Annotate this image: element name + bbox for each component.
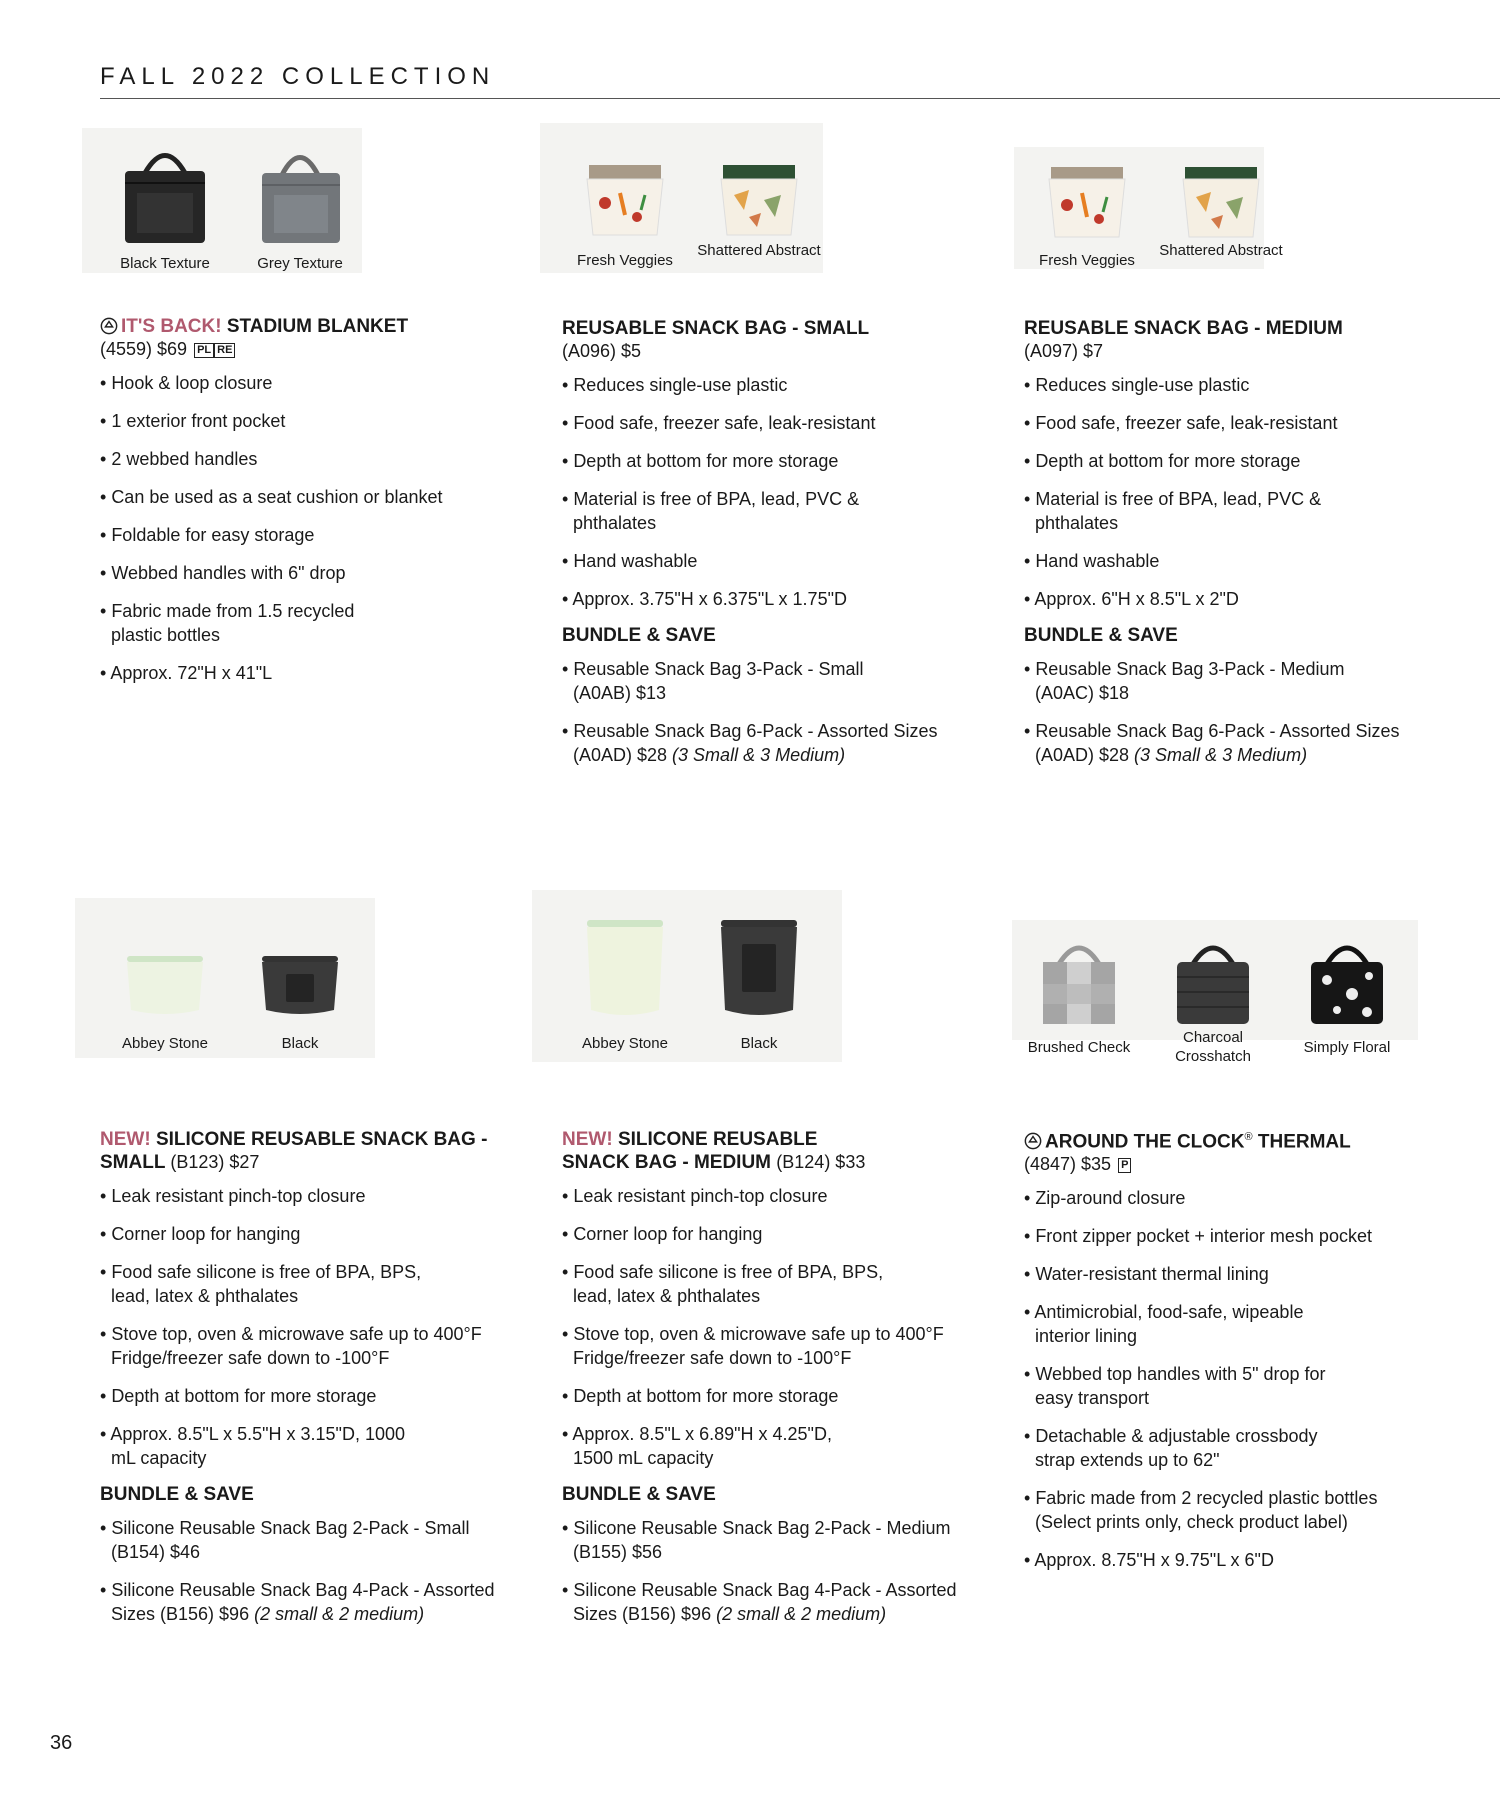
product-price: (B123) $27 [170, 1152, 260, 1172]
feature-item: • Depth at bottom for more storage [1024, 449, 1454, 473]
swatch-label: Grey Texture [257, 255, 343, 272]
feature-item: • Depth at bottom for more storage [100, 1384, 520, 1408]
registered-mark: ® [1244, 1131, 1253, 1143]
swatch-row [100, 900, 520, 1090]
bundle-item [562, 1578, 982, 1626]
product-code-price [1024, 1153, 1454, 1176]
swatch-label: Black [281, 1035, 319, 1052]
feature-item: • Webbed handles with 6" drop [100, 561, 520, 585]
thermal-bag-icon [1163, 932, 1263, 1032]
swatch-row [562, 125, 982, 315]
header-divider [100, 98, 1500, 99]
feature-item: • Food safe silicone is free of BPA, BPS, lead, latex & phthalates [100, 1260, 431, 1308]
swatch-grey-texture[interactable] [235, 143, 365, 273]
feature-item: • Leak resistant pinch-top closure [100, 1184, 520, 1208]
product-code-price: (A096) $5 [562, 341, 642, 361]
feature-item: • Hand washable [562, 549, 982, 573]
product-flag: NEW! [562, 1129, 613, 1150]
product-name-suffix: THERMAL [1252, 1131, 1351, 1153]
swatch-fresh-veggies[interactable] [560, 155, 690, 270]
feature-item: • Approx. 8.5"L x 5.5"H x 3.15"D, 1000 mL capacity [100, 1422, 411, 1470]
bundle-title: BUNDLE & SAVE [1024, 625, 1178, 646]
feature-item: • Stove top, oven & microwave safe up to 400°F Fridge/freezer safe down to -100°F [100, 1322, 520, 1370]
bundle-note: (3 Small & 3 Medium) [1134, 745, 1308, 765]
bundle-text: Reusable Snack Bag 6-Pack - Assorted Sizes (A0AD) $28 [1035, 721, 1400, 765]
feature-item: • Food safe, freezer safe, leak-resistant [1024, 411, 1454, 435]
swatch-fresh-veggies[interactable] [1022, 157, 1152, 270]
bundle-note: (3 Small & 3 Medium) [672, 745, 846, 765]
swatch-label: Black Texture [120, 255, 210, 272]
snack-bag-icon [575, 155, 675, 245]
swatch-label: Shattered Abstract [697, 242, 821, 259]
product-name: AROUND THE CLOCK [1045, 1131, 1245, 1153]
bundle-text: Silicone Reusable Snack Bag 4-Pack - Assorted Sizes (B156) $96 [111, 1580, 495, 1624]
swatch-label: Fresh Veggies [1039, 252, 1135, 269]
feature-item: • Can be used as a seat cushion or blanket [100, 485, 520, 509]
product-around-the-clock-thermal [1024, 900, 1454, 1586]
swatch-label: Simply Floral [1303, 1039, 1391, 1056]
product-price: (4847) $35 [1024, 1154, 1112, 1175]
swatch-simply-floral[interactable] [1282, 932, 1412, 1057]
feature-item: • Material is free of BPA, lead, PVC & phthalates [1024, 487, 1335, 535]
silicone-bag-icon [115, 948, 215, 1028]
product-title [1024, 1126, 1454, 1153]
feature-item: • Hook & loop closure [100, 371, 520, 395]
feature-item: • Approx. 8.75"H x 9.75"L x 6"D [1024, 1548, 1454, 1572]
swatch-black-texture[interactable] [100, 143, 230, 273]
bundle-list [562, 1516, 982, 1626]
feature-item: • Approx. 6"H x 8.5"L x 2"D [1024, 587, 1454, 611]
badge-re: RE [214, 343, 235, 358]
product-snack-bag-small [562, 125, 982, 781]
silicone-bag-icon [575, 910, 675, 1028]
bundle-item [1024, 657, 1365, 705]
feature-item: • Fabric made from 1.5 recycled plastic bottles [100, 599, 391, 647]
swatch-black[interactable] [235, 948, 365, 1053]
feature-item: • Approx. 3.75"H x 6.375"L x 1.75"D [562, 587, 982, 611]
recycle-icon [1024, 1132, 1042, 1150]
product-title: REUSABLE SNACK BAG - SMALL [562, 318, 870, 339]
recycle-icon [100, 317, 118, 335]
feature-item: • Depth at bottom for more storage [562, 1384, 982, 1408]
product-silicone-snack-bag-small [100, 900, 520, 1640]
product-snack-bag-medium [1024, 125, 1454, 781]
bundle-item [1024, 719, 1454, 767]
product-price: (B124) $33 [776, 1152, 866, 1172]
feature-item: • Corner loop for hanging [562, 1222, 982, 1246]
feature-item: • Detachable & adjustable crossbody strap extends up to 62" [1024, 1424, 1355, 1472]
product-title [100, 315, 520, 338]
product-name: STADIUM BLANKET [226, 316, 409, 337]
bundle-item [562, 1516, 982, 1564]
bundle-text: Silicone Reusable Snack Bag 2-Pack - Small (B154) $46 [111, 1518, 470, 1562]
silicone-bag-icon [250, 948, 350, 1028]
product-title [100, 1128, 520, 1174]
swatch-row [1024, 125, 1454, 315]
feature-item: • Depth at bottom for more storage [562, 449, 982, 473]
swatch-row [562, 900, 982, 1090]
feature-item: • Antimicrobial, food-safe, wipeable interior lining [1024, 1300, 1335, 1348]
bundle-text: Reusable Snack Bag 3-Pack - Medium (A0AC) $18 [1035, 659, 1345, 703]
feature-item: • 1 exterior front pocket [100, 409, 520, 433]
feature-item: • Water-resistant thermal lining [1024, 1262, 1454, 1286]
feature-item: • Food safe silicone is free of BPA, BPS, lead, latex & phthalates [562, 1260, 893, 1308]
bundle-title: BUNDLE & SAVE [100, 1484, 254, 1505]
thermal-bag-icon [1029, 932, 1129, 1032]
swatch-shattered-abstract[interactable] [694, 155, 824, 260]
feature-list [1024, 373, 1454, 611]
page-number: 36 [50, 1732, 73, 1754]
product-name: SILICONE REUSABLE SNACK BAG - MEDIUM [562, 1129, 818, 1173]
silicone-bag-icon [709, 910, 809, 1028]
feature-item: • Food safe, freezer safe, leak-resistant [562, 411, 982, 435]
feature-list [1024, 1186, 1454, 1572]
feature-list [562, 373, 982, 611]
bundle-item [100, 1516, 520, 1564]
swatch-label: Shattered Abstract [1159, 242, 1283, 259]
swatch-label: Fresh Veggies [577, 252, 673, 269]
feature-item: • Material is free of BPA, lead, PVC & phthalates [562, 487, 873, 535]
feature-item: • Approx. 72"H x 41"L [100, 661, 520, 685]
snack-bag-icon [1171, 157, 1271, 245]
feature-item: • Front zipper pocket + interior mesh pocket [1024, 1224, 1454, 1248]
bundle-list [100, 1516, 520, 1626]
feature-list [562, 1184, 982, 1470]
swatch-black[interactable] [694, 910, 824, 1053]
swatch-row [100, 125, 520, 315]
swatch-brushed-check[interactable] [1014, 932, 1144, 1057]
badge-p: P [1118, 1158, 1131, 1173]
product-code-price [100, 338, 520, 361]
swatch-label: Abbey Stone [582, 1035, 668, 1052]
product-flag: NEW! [100, 1129, 151, 1150]
swatch-charcoal-crosshatch[interactable] [1148, 932, 1278, 1066]
bundle-item [562, 719, 953, 767]
feature-item: • Reduces single-use plastic [1024, 373, 1454, 397]
product-name: SILICONE REUSABLE SNACK BAG - SMALL [100, 1129, 488, 1173]
feature-list [100, 371, 520, 685]
product-code-price: (A097) $7 [1024, 341, 1104, 361]
bundle-item [100, 1578, 520, 1626]
tote-bag-icon [250, 143, 350, 248]
bundle-list [1024, 657, 1454, 767]
swatch-shattered-abstract[interactable] [1156, 157, 1286, 260]
product-title: REUSABLE SNACK BAG - MEDIUM [1024, 318, 1343, 339]
bundle-text: Silicone Reusable Snack Bag 4-Pack - Assorted Sizes (B156) $96 [573, 1580, 957, 1624]
swatch-row [1024, 900, 1454, 1090]
bundle-note: (2 small & 2 medium) [254, 1604, 425, 1624]
bundle-text: Reusable Snack Bag 6-Pack - Assorted Sizes (A0AD) $28 [573, 721, 938, 765]
tote-bag-icon [115, 143, 215, 248]
feature-item: • Approx. 8.5"L x 6.89"H x 4.25"D, 1500 mL capacity [562, 1422, 873, 1470]
thermal-bag-icon [1297, 932, 1397, 1032]
snack-bag-icon [709, 155, 809, 245]
feature-item: • 2 webbed handles [100, 447, 520, 471]
bundle-text: Reusable Snack Bag 3-Pack - Small (A0AB) $13 [573, 659, 864, 703]
product-silicone-snack-bag-medium [562, 900, 982, 1640]
feature-item: • Zip-around closure [1024, 1186, 1454, 1210]
swatch-label: Brushed Check [1027, 1039, 1131, 1056]
bundle-item [562, 657, 893, 705]
badge-pl: PL [194, 343, 214, 358]
swatch-label: Abbey Stone [122, 1035, 208, 1052]
page-title: FALL 2022 COLLECTION [100, 63, 496, 90]
swatch-label: Charcoal Crosshatch [1175, 1029, 1251, 1065]
swatch-abbey-stone[interactable] [100, 948, 230, 1053]
swatch-label: Black [740, 1035, 778, 1052]
feature-item: • Leak resistant pinch-top closure [562, 1184, 982, 1208]
feature-item: • Corner loop for hanging [100, 1222, 520, 1246]
bundle-note: (2 small & 2 medium) [716, 1604, 887, 1624]
feature-list [100, 1184, 520, 1470]
feature-item: • Webbed top handles with 5" drop for easy transport [1024, 1362, 1365, 1410]
bundle-title: BUNDLE & SAVE [562, 625, 716, 646]
bundle-list [562, 657, 982, 767]
bundle-title: BUNDLE & SAVE [562, 1484, 716, 1505]
swatch-abbey-stone[interactable] [560, 910, 690, 1053]
snack-bag-icon [1037, 157, 1137, 245]
product-flag: IT'S BACK! [121, 316, 222, 337]
product-title [562, 1128, 872, 1174]
product-price: (4559) $69 [100, 339, 188, 359]
product-stadium-blanket [100, 125, 520, 699]
feature-item: • Fabric made from 2 recycled plastic bottles (Select prints only, check product label) [1024, 1486, 1425, 1534]
feature-item: • Hand washable [1024, 549, 1454, 573]
feature-item: • Stove top, oven & microwave safe up to 400°F Fridge/freezer safe down to -100°F [562, 1322, 982, 1370]
bundle-text: Silicone Reusable Snack Bag 2-Pack - Medium (B155) $56 [573, 1518, 951, 1562]
feature-item: • Foldable for easy storage [100, 523, 520, 547]
feature-item: • Reduces single-use plastic [562, 373, 982, 397]
